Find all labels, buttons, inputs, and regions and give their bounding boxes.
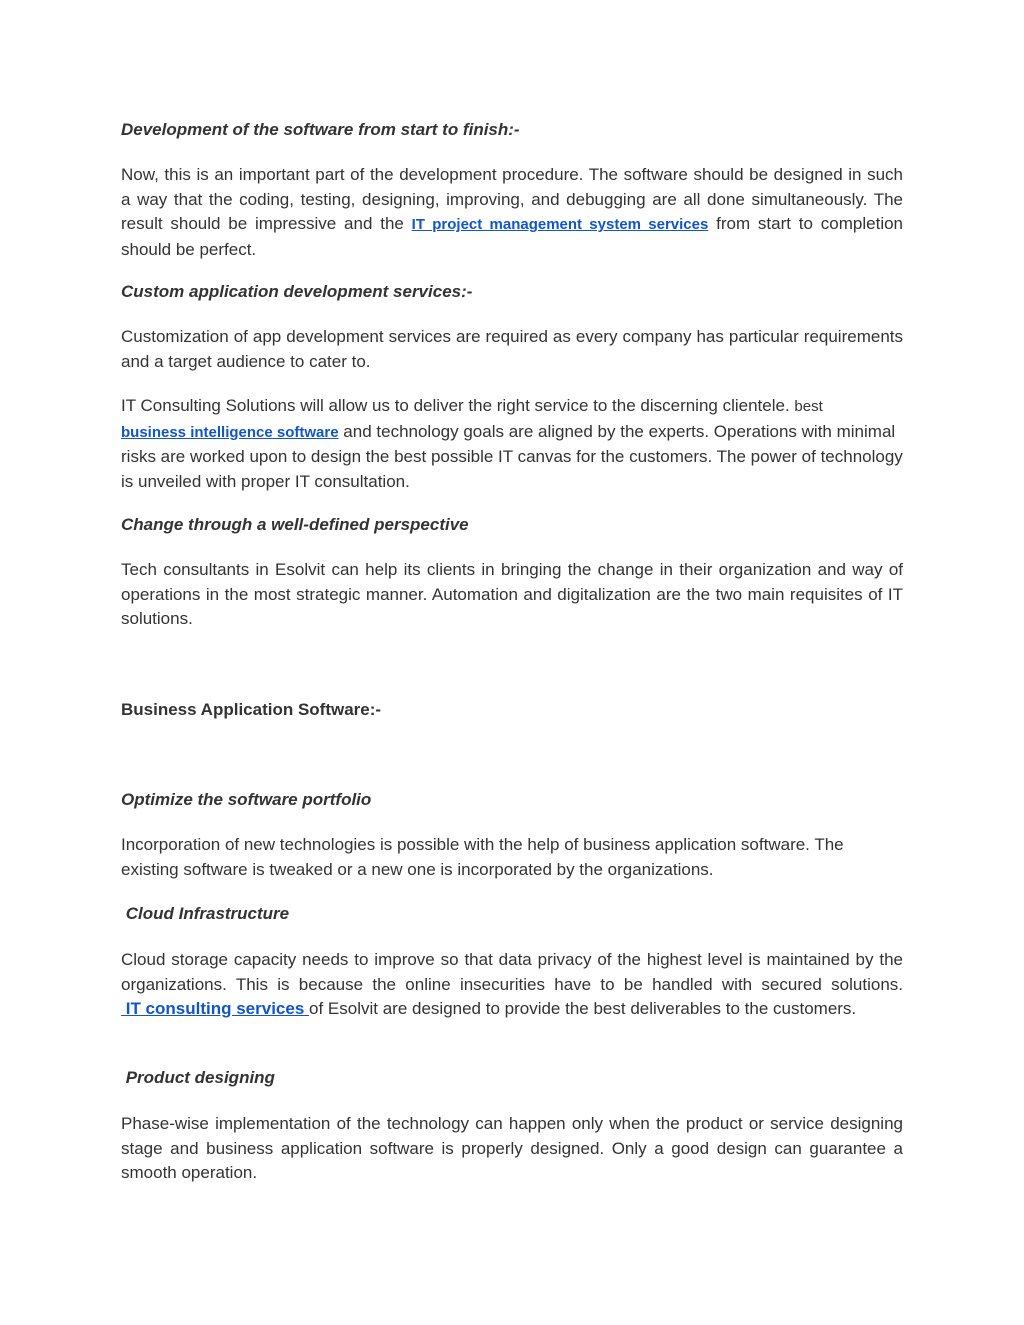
paragraph-text: Cloud storage capacity needs to improve so that data privacy of the highest level is maintained by the organizations. This is because the online insecurities have to be handled with secured solutions. (121, 950, 903, 994)
para-product-block (121, 1112, 903, 1186)
para-custom-app-block (121, 325, 903, 374)
paragraph-optimize: Incorporation of new technologies is possible with the help of business application software. The existing software is tweaked or a new one is incorporated by the organizations. (121, 835, 844, 879)
paragraph-text: from start to completion should be perfect. (121, 214, 903, 259)
section-custom-app (121, 280, 903, 304)
heading-custom-app: Custom application development services:- (121, 282, 473, 301)
link-business-intelligence-software[interactable]: business intelligence software (121, 423, 339, 441)
heading-cloud: Cloud Infrastructure (121, 904, 290, 923)
link-it-consulting-services[interactable]: IT consulting services (121, 999, 310, 1018)
section-change (121, 513, 903, 537)
para-development-block (121, 163, 903, 262)
section-cloud (121, 902, 903, 926)
paragraph-text: of Esolvit are designed to provide the best deliverables to the customers. (309, 999, 857, 1018)
para-optimize-block (121, 833, 903, 882)
para-it-consulting-block (121, 394, 903, 494)
section-development (121, 118, 903, 142)
section-optimize (121, 788, 903, 812)
heading-business-app: Business Application Software:- (121, 700, 382, 719)
heading-optimize: Optimize the software portfolio (121, 790, 372, 809)
section-business-app (121, 698, 903, 722)
paragraph-cloud (121, 948, 903, 1022)
heading-product: Product designing (121, 1068, 275, 1087)
link-it-project-management[interactable]: IT project management system services (411, 216, 709, 233)
paragraph-it-consulting (121, 394, 903, 494)
paragraph-development (121, 163, 903, 262)
paragraph-small-word: best (794, 398, 823, 415)
heading-development: Development of the software from start to finish:- (121, 120, 520, 139)
para-cloud-block (121, 948, 903, 1022)
heading-change: Change through a well-defined perspective (121, 515, 469, 534)
para-change-block (121, 558, 903, 632)
paragraph-product: Phase-wise implementation of the technology can happen only when the product or service designing stage and business application software is properly designed. Only a good design can guarantee a smooth operation. (121, 1114, 903, 1182)
paragraph-text: Now, this is an important part of the development procedure. The software should be designed in such a way that the coding, testing, designing, improving, and debugging are all done simultaneously. The result should be impressive and the (121, 165, 903, 233)
paragraph-text: IT Consulting Solutions will allow us to deliver the right service to the discerning clientele. (121, 396, 795, 415)
section-product (121, 1066, 903, 1090)
paragraph-change: Tech consultants in Esolvit can help its clients in bringing the change in their organization and way of operations in the most strategic manner. Automation and digitalization are the two main requisites of IT solutions. (121, 560, 903, 628)
paragraph-custom-app: Customization of app development services are required as every company has particular requirements and a target audience to cater to. (121, 327, 903, 371)
paragraph-text: and technology goals are aligned by the experts. Operations with minimal risks are worked upon to design the best possible IT canvas for the customers. The power of technology is unveiled with proper IT consultation. (121, 421, 903, 491)
